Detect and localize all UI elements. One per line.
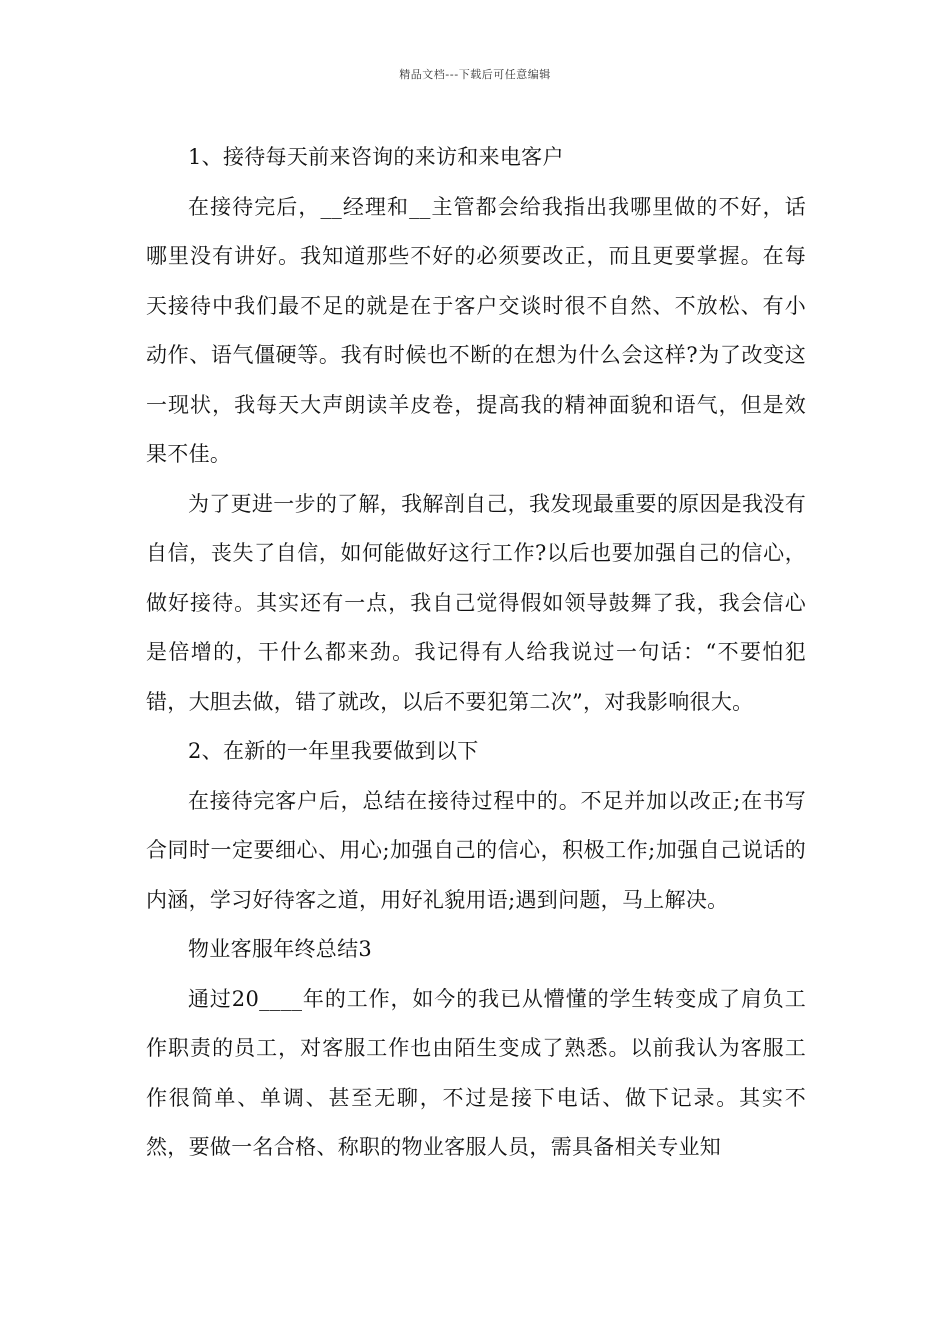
paragraph: 通过20____年的工作，如今的我已从懵懂的学生转变成了肩负工作职责的员工，对客服工作也由陌生变成了熟悉。以前我认为客服工作很简单、单调、甚至无聊，不过是接下电话、做下记录。其实不然，要做一名合格、称职的物业客服人员，需具备相关专业知	[146, 986, 806, 1159]
paragraph-section-1-heading: 1、接待每天前来咨询的来访和来电客户	[188, 145, 564, 169]
paragraph: 为了更进一步的了解，我解剖自己，我发现最重要的原因是我没有自信，丧失了自信，如何能做好这行工作?以后也要加强自己的信心，做好接待。其实还有一点，我自己觉得假如领导鼓舞了我，我会信心是倍增的，干什么都来劲。我记得有人给我说过一句话：“不要怕犯错，大胆去做，错了就改，以后不要犯第二次”，对我影响很大。	[146, 491, 806, 714]
paragraph-section-2-heading: 2、在新的一年里我要做到以下	[188, 739, 479, 763]
document-body	[146, 133, 806, 1173]
paragraph: 在接待完客户后，总结在接待过程中的。不足并加以改正;在书写合同时一定要细心、用心;加强自己的信心，积极工作;加强自己说话的内涵，学习好待客之道，用好礼貌用语;遇到问题，马上解决。	[146, 788, 806, 912]
paragraph: 在接待完后，__经理和__主管都会给我指出我哪里做的不好，话哪里没有讲好。我知道那些不好的必须要改正，而且更要掌握。在每天接待中我们最不足的就是在于客户交谈时很不自然、不放松、有小动作、语气僵硬等。我有时候也不断的在想为什么会这样?为了改变这一现状，我每天大声朗读羊皮卷，提高我的精神面貌和语气，但是效果不佳。	[146, 194, 806, 466]
paragraph-section-title: 物业客服年终总结3	[188, 937, 373, 961]
page-header: 精品文档---下载后可任意编辑	[399, 68, 551, 81]
